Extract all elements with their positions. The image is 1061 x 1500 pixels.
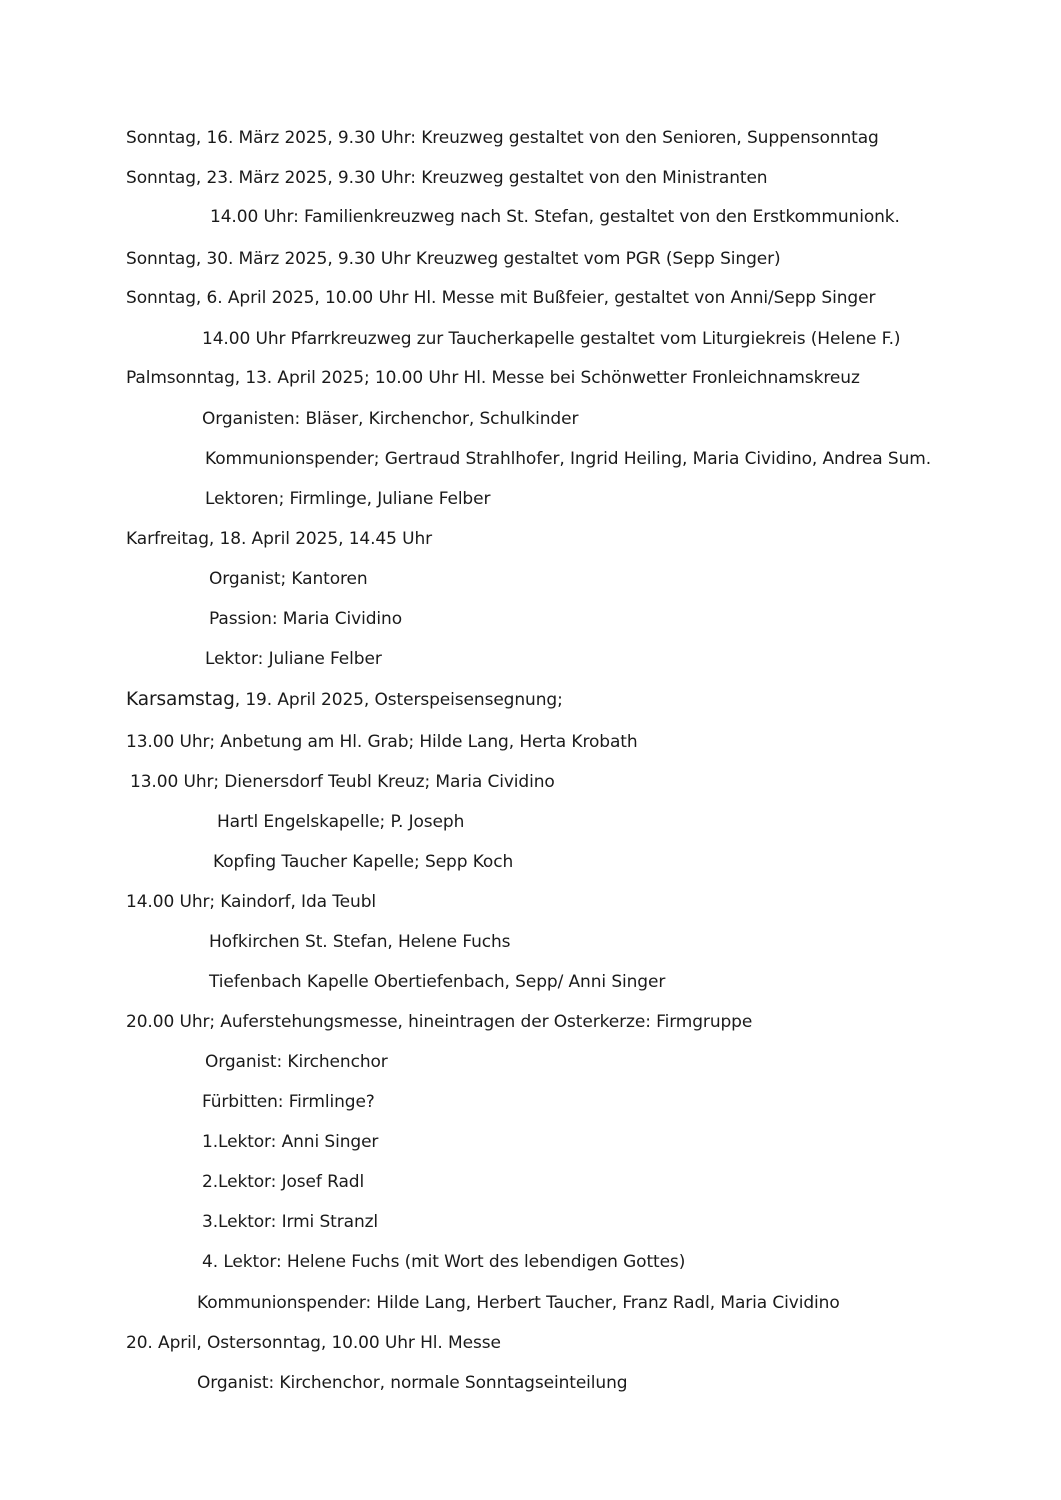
schedule-line: 14.00 Uhr; Kaindorf, Ida Teubl bbox=[126, 892, 377, 912]
karsamstag-label: Karsamstag bbox=[126, 689, 235, 710]
schedule-line: Hartl Engelskapelle; P. Joseph bbox=[217, 812, 465, 832]
schedule-line: 1.Lektor: Anni Singer bbox=[202, 1132, 379, 1152]
schedule-line: 2.Lektor: Josef Radl bbox=[202, 1172, 365, 1192]
schedule-line: Lektor: Juliane Felber bbox=[205, 649, 382, 669]
schedule-line: Sonntag, 30. März 2025, 9.30 Uhr Kreuzweg gestaltet vom PGR (Sepp Singer) bbox=[126, 249, 781, 269]
schedule-line: Kommunionspender: Hilde Lang, Herbert Taucher, Franz Radl, Maria Cividino bbox=[197, 1293, 840, 1313]
schedule-line: 4. Lektor: Helene Fuchs (mit Wort des lebendigen Gottes) bbox=[202, 1252, 686, 1272]
schedule-line: Lektoren; Firmlinge, Juliane Felber bbox=[205, 489, 491, 509]
schedule-line: Kommunionspender; Gertraud Strahlhofer, Ingrid Heiling, Maria Cividino, Andrea Sum. bbox=[205, 449, 932, 469]
schedule-line: Karfreitag, 18. April 2025, 14.45 Uhr bbox=[126, 529, 433, 549]
schedule-line: Palmsonntag, 13. April 2025; 10.00 Uhr Hl. Messe bei Schönwetter Fronleichnamskreuz bbox=[126, 368, 860, 388]
karsamstag-detail: , 19. April 2025, Osterspeisensegnung; bbox=[234, 690, 563, 710]
schedule-line: 20. April, Ostersonntag, 10.00 Uhr Hl. Messe bbox=[126, 1333, 501, 1353]
schedule-line: 20.00 Uhr; Auferstehungsmesse, hineintragen der Osterkerze: Firmgruppe bbox=[126, 1012, 753, 1032]
schedule-line: Passion: Maria Cividino bbox=[209, 609, 403, 629]
schedule-line: Organisten: Bläser, Kirchenchor, Schulkinder bbox=[202, 409, 579, 429]
schedule-line: Fürbitten: Firmlinge? bbox=[202, 1092, 375, 1112]
schedule-line: Sonntag, 6. April 2025, 10.00 Uhr Hl. Messe mit Bußfeier, gestaltet von Anni/Sepp Singer bbox=[126, 288, 876, 308]
schedule-line: 13.00 Uhr; Anbetung am Hl. Grab; Hilde Lang, Herta Krobath bbox=[126, 732, 638, 752]
schedule-line: 14.00 Uhr Pfarrkreuzweg zur Taucherkapelle gestaltet vom Liturgiekreis (Helene F.) bbox=[202, 329, 901, 349]
schedule-line: Sonntag, 16. März 2025, 9.30 Uhr: Kreuzweg gestaltet von den Senioren, Suppensonntag bbox=[126, 128, 879, 148]
schedule-line: Kopfing Taucher Kapelle; Sepp Koch bbox=[213, 852, 514, 872]
schedule-line: 14.00 Uhr: Familienkreuzweg nach St. Stefan, gestaltet von den Erstkommunionk. bbox=[210, 207, 900, 227]
schedule-line: Organist; Kantoren bbox=[209, 569, 368, 589]
schedule-line: 3.Lektor: Irmi Stranzl bbox=[202, 1212, 379, 1232]
schedule-line: Organist: Kirchenchor bbox=[205, 1052, 388, 1072]
schedule-line: Tiefenbach Kapelle Obertiefenbach, Sepp/ Anni Singer bbox=[209, 972, 666, 992]
schedule-line: Organist: Kirchenchor, normale Sonntagseinteilung bbox=[197, 1373, 628, 1393]
schedule-line: 13.00 Uhr; Dienersdorf Teubl Kreuz; Maria Cividino bbox=[130, 772, 555, 792]
schedule-line bbox=[126, 689, 563, 711]
schedule-line: Hofkirchen St. Stefan, Helene Fuchs bbox=[209, 932, 511, 952]
schedule-line: Sonntag, 23. März 2025, 9.30 Uhr: Kreuzweg gestaltet von den Ministranten bbox=[126, 168, 768, 188]
